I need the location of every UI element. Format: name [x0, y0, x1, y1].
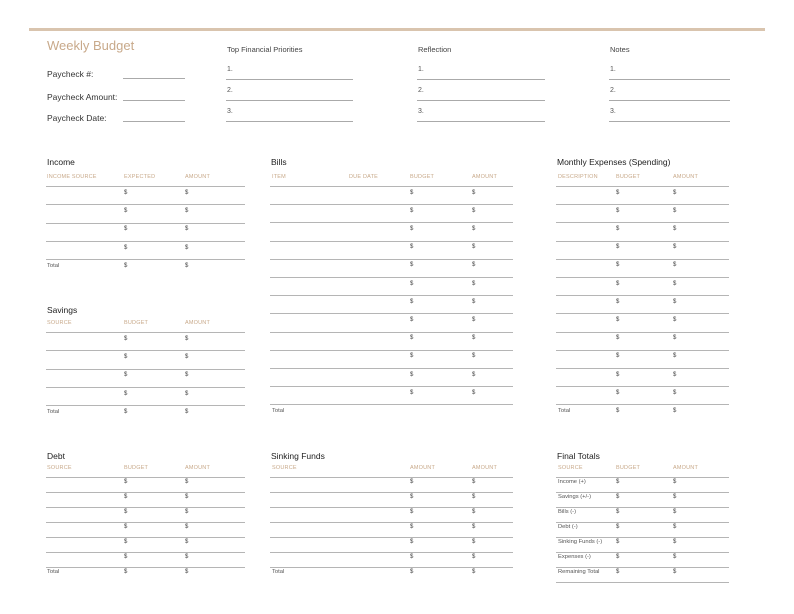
sinking-row-rule — [270, 537, 513, 538]
bills-row-cell[interactable]: $ — [472, 371, 476, 378]
sinking-header-rule — [270, 477, 513, 478]
priority-line-3[interactable] — [226, 121, 353, 122]
bills-column-header: AMOUNT — [472, 174, 498, 180]
bills-row-cell[interactable]: $ — [472, 317, 476, 324]
debt-column-header: SOURCE — [47, 465, 72, 471]
monthly-section-title: Monthly Expenses (Spending) — [557, 157, 671, 167]
monthly-row-cell[interactable]: $ — [673, 389, 677, 396]
monthly-row-cell[interactable]: $ — [616, 189, 620, 196]
bills-row-rule — [270, 277, 513, 278]
reflection-line-3[interactable] — [417, 121, 545, 122]
bills-row-cell[interactable]: $ — [410, 371, 414, 378]
bills-row-cell[interactable]: $ — [472, 280, 476, 287]
priorities-title: Top Financial Priorities — [227, 45, 303, 54]
sinking-column-header: AMOUNT — [410, 465, 436, 471]
notes-item-3: 3. — [610, 108, 616, 115]
sinking-total-cell[interactable]: $ — [410, 569, 414, 576]
monthly-row-cell[interactable]: $ — [673, 371, 677, 378]
bills-row-cell[interactable]: $ — [410, 207, 414, 214]
debt-row-rule — [46, 522, 245, 523]
final-row-cell: Debt (-) — [558, 524, 578, 531]
savings-row-cell[interactable]: $ — [124, 353, 128, 360]
final-column-header: AMOUNT — [673, 465, 699, 471]
bills-row-rule — [270, 313, 513, 314]
bills-row-cell[interactable]: $ — [472, 389, 476, 396]
debt-row-cell[interactable]: $ — [124, 554, 128, 561]
bills-row-cell[interactable]: $ — [472, 298, 476, 305]
sinking-total-cell[interactable]: $ — [472, 569, 476, 576]
final-row-cell[interactable]: $ — [673, 539, 677, 546]
paycheck-number-field[interactable] — [123, 78, 185, 79]
income-row-cell[interactable]: $ — [124, 226, 128, 233]
monthly-row-cell[interactable]: $ — [673, 335, 677, 342]
bills-total-cell: Total — [272, 408, 285, 415]
monthly-row-rule — [556, 368, 729, 369]
bills-row-cell[interactable]: $ — [410, 280, 414, 287]
income-row-rule — [46, 204, 245, 205]
notes-line-3[interactable] — [609, 121, 730, 122]
bills-row-cell[interactable]: $ — [410, 189, 414, 196]
debt-row-cell[interactable]: $ — [124, 524, 128, 531]
monthly-row-cell[interactable]: $ — [616, 244, 620, 251]
priority-line-1[interactable] — [226, 79, 353, 80]
savings-total-cell[interactable]: $ — [124, 408, 128, 415]
bills-section-title: Bills — [271, 157, 287, 167]
debt-row-cell[interactable]: $ — [124, 539, 128, 546]
monthly-row-cell[interactable]: $ — [616, 389, 620, 396]
debt-row-rule — [46, 507, 245, 508]
notes-line-2[interactable] — [609, 100, 730, 101]
debt-row-cell[interactable]: $ — [185, 524, 189, 531]
bills-row-cell[interactable]: $ — [472, 226, 476, 233]
reflection-item-3: 3. — [418, 108, 424, 115]
monthly-row-cell[interactable]: $ — [673, 353, 677, 360]
debt-total-cell: Total — [47, 569, 60, 576]
monthly-row-cell[interactable]: $ — [616, 353, 620, 360]
income-row-rule — [46, 241, 245, 242]
bills-row-cell[interactable]: $ — [410, 335, 414, 342]
final-row-rule — [556, 522, 729, 523]
sinking-row-cell[interactable]: $ — [472, 509, 476, 516]
reflection-line-1[interactable] — [417, 79, 545, 80]
debt-header-rule — [46, 477, 245, 478]
final-row-cell[interactable]: $ — [673, 509, 677, 516]
bills-row-cell[interactable]: $ — [410, 317, 414, 324]
sinking-row-rule — [270, 507, 513, 508]
final-column-header: BUDGET — [616, 465, 641, 471]
monthly-total-cell[interactable]: $ — [616, 408, 620, 415]
monthly-row-cell[interactable]: $ — [673, 280, 677, 287]
income-row-cell[interactable]: $ — [124, 244, 128, 251]
sinking-row-cell[interactable]: $ — [472, 524, 476, 531]
sinking-row-cell[interactable]: $ — [410, 479, 414, 486]
paycheck-date-label: Paycheck Date: — [47, 113, 107, 123]
monthly-row-rule — [556, 386, 729, 387]
bills-row-cell[interactable]: $ — [472, 207, 476, 214]
income-total-cell[interactable]: $ — [185, 262, 189, 269]
debt-row-cell[interactable]: $ — [185, 509, 189, 516]
debt-row-cell[interactable]: $ — [185, 554, 189, 561]
sinking-row-cell[interactable]: $ — [410, 554, 414, 561]
monthly-column-header: AMOUNT — [673, 174, 699, 180]
monthly-header-rule — [556, 186, 729, 187]
debt-row-cell[interactable]: $ — [185, 479, 189, 486]
monthly-row-cell[interactable]: $ — [673, 244, 677, 251]
final-row-rule — [556, 537, 729, 538]
bills-row-cell[interactable]: $ — [472, 244, 476, 251]
reflection-item-2: 2. — [418, 87, 424, 94]
final-row-cell: Sinking Funds (-) — [558, 539, 603, 546]
monthly-row-rule — [556, 295, 729, 296]
monthly-row-cell[interactable]: $ — [616, 335, 620, 342]
final-row-cell[interactable]: $ — [673, 479, 677, 486]
savings-total-cell: Total — [47, 408, 60, 415]
savings-row-rule — [46, 387, 245, 388]
monthly-row-cell[interactable]: $ — [673, 207, 677, 214]
notes-line-1[interactable] — [609, 79, 730, 80]
sinking-row-cell[interactable]: $ — [410, 524, 414, 531]
sinking-row-cell[interactable]: $ — [472, 554, 476, 561]
bills-row-rule — [270, 241, 513, 242]
sinking-row-cell[interactable]: $ — [472, 479, 476, 486]
savings-row-cell[interactable]: $ — [185, 353, 189, 360]
income-row-rule — [46, 259, 245, 260]
paycheck-amount-label: Paycheck Amount: — [47, 92, 118, 102]
final-row-rule — [556, 567, 729, 568]
priority-item-2: 2. — [227, 87, 233, 94]
debt-row-rule — [46, 492, 245, 493]
bills-row-rule — [270, 368, 513, 369]
monthly-row-rule — [556, 350, 729, 351]
bills-column-header: DUE DATE — [349, 174, 379, 180]
final-row-cell[interactable]: $ — [673, 554, 677, 561]
income-total-cell[interactable]: $ — [124, 262, 128, 269]
income-row-cell[interactable]: $ — [124, 189, 128, 196]
monthly-row-cell[interactable]: $ — [673, 189, 677, 196]
monthly-row-rule — [556, 241, 729, 242]
sinking-column-header: AMOUNT — [472, 465, 498, 471]
reflection-line-2[interactable] — [417, 100, 545, 101]
sinking-total-cell: Total — [272, 569, 285, 576]
income-row-cell[interactable]: $ — [185, 226, 189, 233]
bills-row-rule — [270, 295, 513, 296]
monthly-row-rule — [556, 204, 729, 205]
debt-row-cell[interactable]: $ — [185, 494, 189, 501]
final-header-rule — [556, 477, 729, 478]
monthly-row-rule — [556, 404, 729, 405]
debt-row-cell[interactable]: $ — [185, 539, 189, 546]
bills-row-cell[interactable]: $ — [410, 226, 414, 233]
debt-column-header: BUDGET — [124, 465, 149, 471]
monthly-row-cell[interactable]: $ — [616, 280, 620, 287]
bills-row-rule — [270, 259, 513, 260]
debt-row-rule — [46, 552, 245, 553]
final-row-cell[interactable]: $ — [673, 569, 677, 576]
monthly-row-cell[interactable]: $ — [616, 298, 620, 305]
sinking-row-cell[interactable]: $ — [410, 494, 414, 501]
final-row-cell[interactable]: $ — [616, 569, 620, 576]
debt-total-cell[interactable]: $ — [124, 569, 128, 576]
savings-row-cell[interactable]: $ — [185, 335, 189, 342]
sinking-row-rule — [270, 522, 513, 523]
monthly-row-rule — [556, 313, 729, 314]
monthly-row-rule — [556, 332, 729, 333]
priority-line-2[interactable] — [226, 100, 353, 101]
sinking-row-rule — [270, 567, 513, 568]
final-row-rule — [556, 552, 729, 553]
bills-row-rule — [270, 222, 513, 223]
final-row-cell[interactable]: $ — [616, 524, 620, 531]
final-row-cell[interactable]: $ — [616, 554, 620, 561]
paycheck-date-field[interactable] — [123, 121, 185, 122]
sinking-row-rule — [270, 552, 513, 553]
page-title: Weekly Budget — [47, 38, 135, 53]
final-row-cell: Remaining Total — [558, 569, 600, 576]
reflection-title: Reflection — [418, 45, 452, 54]
savings-row-rule — [46, 369, 245, 370]
savings-total-cell[interactable]: $ — [185, 408, 189, 415]
savings-column-header: BUDGET — [124, 320, 149, 326]
bills-row-rule — [270, 404, 513, 405]
bills-row-cell[interactable]: $ — [472, 189, 476, 196]
monthly-row-cell[interactable]: $ — [616, 262, 620, 269]
savings-row-cell[interactable]: $ — [185, 372, 189, 379]
bills-column-header: ITEM — [272, 174, 286, 180]
savings-column-header: SOURCE — [47, 320, 72, 326]
income-row-cell[interactable]: $ — [185, 189, 189, 196]
bills-row-cell[interactable]: $ — [472, 262, 476, 269]
bills-row-cell[interactable]: $ — [410, 298, 414, 305]
savings-column-header: AMOUNT — [185, 320, 211, 326]
top-accent-bar — [29, 28, 765, 31]
savings-row-rule — [46, 405, 245, 406]
monthly-row-rule — [556, 259, 729, 260]
bills-row-cell[interactable]: $ — [410, 389, 414, 396]
income-header-rule — [46, 186, 245, 187]
bills-row-rule — [270, 350, 513, 351]
paycheck-number-label: Paycheck #: — [47, 69, 94, 79]
final-row-cell[interactable]: $ — [673, 524, 677, 531]
income-row-cell[interactable]: $ — [185, 244, 189, 251]
sinking-row-cell[interactable]: $ — [472, 494, 476, 501]
bills-header-rule — [270, 186, 513, 187]
debt-row-cell[interactable]: $ — [124, 509, 128, 516]
final-row-cell: Bills (-) — [558, 509, 577, 516]
monthly-row-cell[interactable]: $ — [616, 226, 620, 233]
bills-row-cell[interactable]: $ — [410, 262, 414, 269]
debt-row-cell[interactable]: $ — [124, 479, 128, 486]
monthly-row-cell[interactable]: $ — [616, 317, 620, 324]
monthly-row-cell[interactable]: $ — [673, 317, 677, 324]
final-row-cell: Savings (+/-) — [558, 494, 592, 501]
monthly-row-rule — [556, 277, 729, 278]
savings-row-cell[interactable]: $ — [124, 372, 128, 379]
sinking-row-cell[interactable]: $ — [410, 539, 414, 546]
monthly-row-cell[interactable]: $ — [616, 207, 620, 214]
debt-row-rule — [46, 537, 245, 538]
sinking-row-cell[interactable]: $ — [472, 539, 476, 546]
income-row-cell[interactable]: $ — [185, 207, 189, 214]
final-column-header: SOURCE — [558, 465, 583, 471]
bills-row-cell[interactable]: $ — [472, 353, 476, 360]
bills-row-cell[interactable]: $ — [410, 353, 414, 360]
monthly-row-cell[interactable]: $ — [673, 262, 677, 269]
final-row-cell[interactable]: $ — [616, 539, 620, 546]
final-row-cell[interactable]: $ — [616, 494, 620, 501]
reflection-item-1: 1. — [418, 66, 424, 73]
sinking-row-cell[interactable]: $ — [410, 509, 414, 516]
notes-item-2: 2. — [610, 87, 616, 94]
final-row-cell[interactable]: $ — [673, 494, 677, 501]
sinking-column-header: SOURCE — [272, 465, 297, 471]
savings-header-rule — [46, 332, 245, 333]
bills-row-rule — [270, 386, 513, 387]
final-section-title: Final Totals — [557, 451, 600, 461]
priority-item-1: 1. — [227, 66, 233, 73]
income-section-title: Income — [47, 157, 75, 167]
monthly-column-header: DESCRIPTION — [558, 174, 598, 180]
final-row-rule — [556, 492, 729, 493]
monthly-total-cell[interactable]: $ — [673, 408, 677, 415]
notes-title: Notes — [610, 45, 630, 54]
notes-item-1: 1. — [610, 66, 616, 73]
bills-row-cell[interactable]: $ — [410, 244, 414, 251]
debt-total-cell[interactable]: $ — [185, 569, 189, 576]
income-row-cell[interactable]: $ — [124, 207, 128, 214]
final-row-cell: Expenses (-) — [558, 554, 591, 561]
bills-row-cell[interactable]: $ — [472, 335, 476, 342]
monthly-row-cell[interactable]: $ — [673, 226, 677, 233]
bills-column-header: BUDGET — [410, 174, 435, 180]
savings-row-rule — [46, 350, 245, 351]
monthly-row-cell[interactable]: $ — [616, 371, 620, 378]
income-column-header: EXPECTED — [124, 174, 156, 180]
paycheck-amount-field[interactable] — [123, 100, 185, 101]
final-row-cell[interactable]: $ — [616, 479, 620, 486]
debt-row-rule — [46, 567, 245, 568]
income-row-rule — [46, 223, 245, 224]
monthly-row-cell[interactable]: $ — [673, 298, 677, 305]
savings-row-cell[interactable]: $ — [124, 390, 128, 397]
income-column-header: INCOME SOURCE — [47, 174, 97, 180]
monthly-row-rule — [556, 222, 729, 223]
bills-row-rule — [270, 332, 513, 333]
final-row-rule — [556, 582, 729, 583]
final-row-cell: Income (+) — [558, 479, 586, 486]
sinking-row-rule — [270, 492, 513, 493]
savings-row-cell[interactable]: $ — [124, 335, 128, 342]
savings-row-cell[interactable]: $ — [185, 390, 189, 397]
debt-row-cell[interactable]: $ — [124, 494, 128, 501]
income-total-cell: Total — [47, 262, 60, 269]
final-row-rule — [556, 507, 729, 508]
monthly-total-cell: Total — [558, 408, 571, 415]
priority-item-3: 3. — [227, 108, 233, 115]
sinking-section-title: Sinking Funds — [271, 451, 325, 461]
debt-section-title: Debt — [47, 451, 65, 461]
income-column-header: AMOUNT — [185, 174, 211, 180]
final-row-cell[interactable]: $ — [616, 509, 620, 516]
savings-section-title: Savings — [47, 305, 78, 315]
debt-column-header: AMOUNT — [185, 465, 211, 471]
monthly-column-header: BUDGET — [616, 174, 641, 180]
bills-row-rule — [270, 204, 513, 205]
